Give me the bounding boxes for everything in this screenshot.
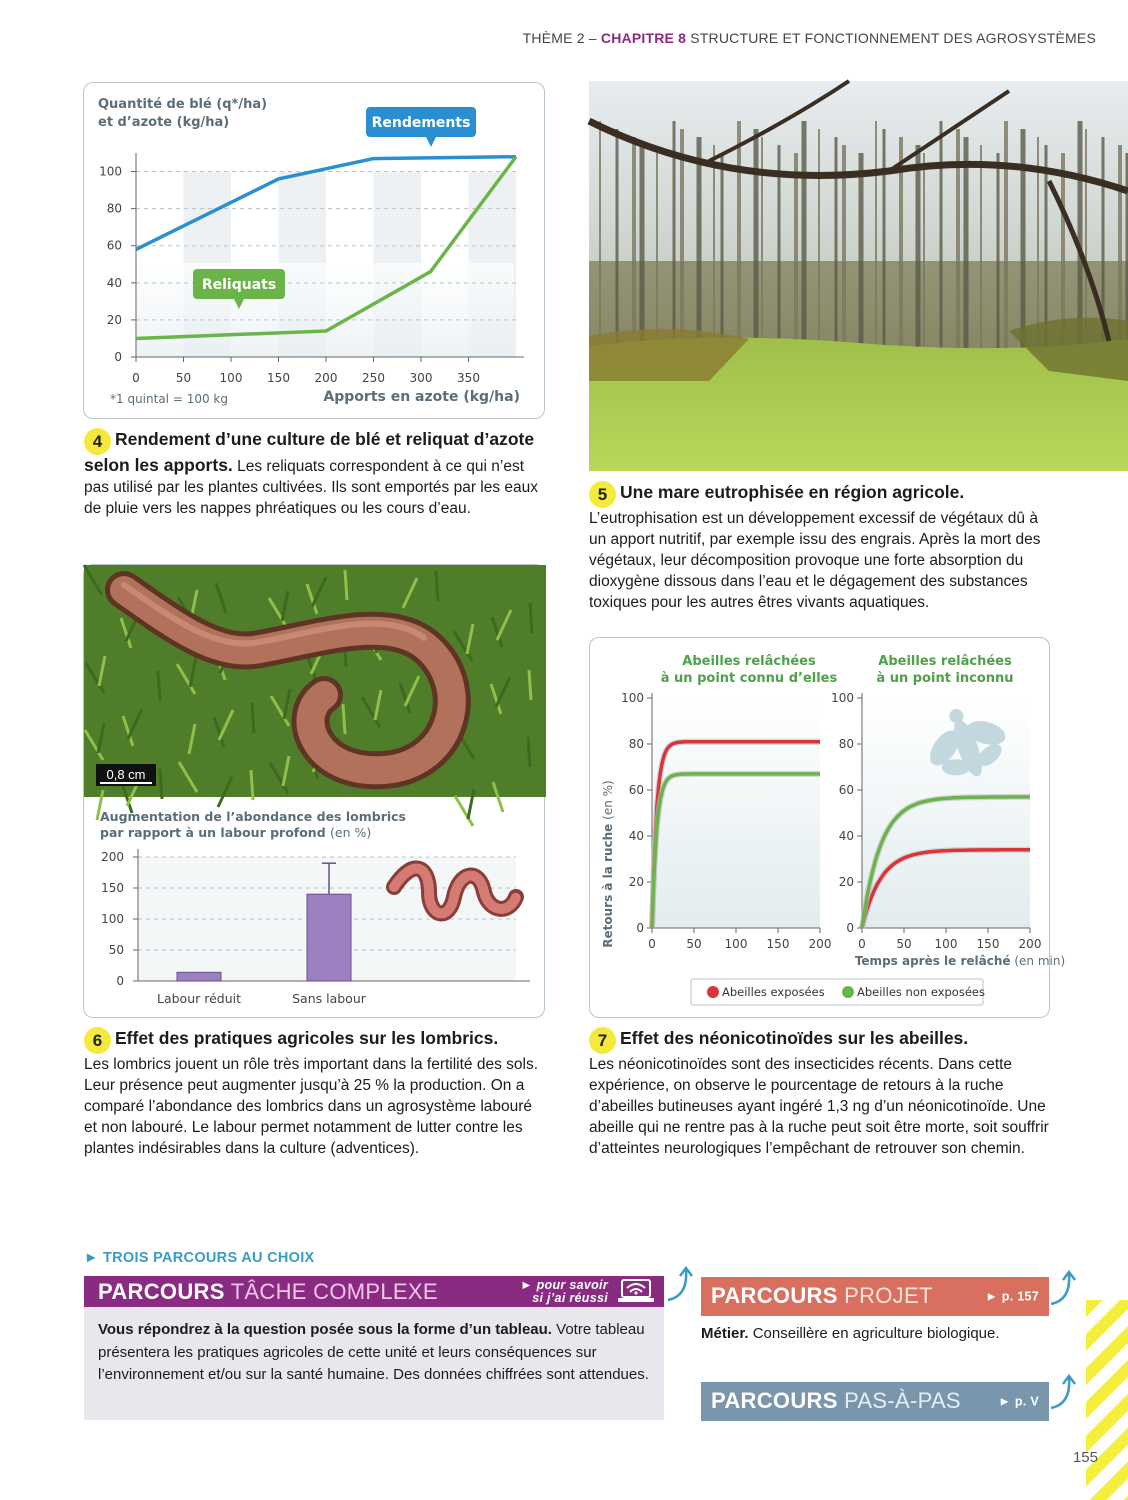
doc6-y-tick-label: 200 bbox=[101, 850, 124, 864]
parcours-tache-ref-line2: si j’ai réussi bbox=[532, 1290, 608, 1305]
parcours-pas-rest: PAS-À-PAS bbox=[844, 1388, 961, 1413]
doc4-x-tick-label: 300 bbox=[409, 371, 433, 385]
doc4-y-tick-label: 100 bbox=[99, 164, 122, 179]
parcours-heading-text: TROIS PARCOURS AU CHOIX bbox=[102, 1250, 315, 1266]
doc7-x-tick-label: 50 bbox=[896, 937, 912, 951]
metier-text: Conseillère en agriculture biologique. bbox=[752, 1325, 1000, 1342]
doc6-text: Les lombrics jouent un rôle très important dans la fertilité des sols. Leur présence peut augmenter jusqu’à 25 % la production. On a comparé l’abondance des lombrics dans un agrosystème labouré et non labouré. Le labour permet notamment de lutter contre les plantes indésirables dans la culture (adventices). bbox=[84, 1056, 539, 1157]
scale-bar-label: 0,8 cm bbox=[106, 767, 146, 782]
doc4-x-tick-label: 150 bbox=[267, 371, 290, 385]
doc7-y-tick-label: 80 bbox=[838, 737, 854, 751]
doc4-y-ticks bbox=[99, 165, 136, 364]
doc4-y-tick-label: 20 bbox=[106, 312, 122, 327]
doc7-text: Les néonicotinoïdes sont des insecticides récents. Dans cette expérience, on observe le pourcentage de retours à la ruche d’abeilles butineuses ayant ingéré 1,3 ng d’un néonicotinoïde. Une abeille qui ne rentre pas à la ruche peut soit être morte, soit souffrir d’atteintes neurologiques l’empêchant de retrouver son chemin. bbox=[589, 1056, 1049, 1157]
metier-line bbox=[701, 1325, 1000, 1342]
doc4-text: Les reliquats correspondent à ce qui n’est pas utilisé par les plantes cultivées. Ils sont emportés par les eaux de pluie vers les nappes phréatiques ou les cours d’eau. bbox=[84, 458, 539, 517]
tree-trunk bbox=[883, 129, 886, 359]
doc7-y-tick-label: 80 bbox=[628, 737, 644, 751]
parcours-projet-bold: PARCOURS bbox=[711, 1283, 838, 1308]
doc4-x-tick-label: 350 bbox=[457, 371, 480, 385]
doc7-x-tick-label: 150 bbox=[766, 937, 790, 951]
doc7-x-tick-label: 200 bbox=[808, 937, 832, 951]
header-title: STRUCTURE ET FONCTIONNEMENT DES AGROSYSTÈMES bbox=[690, 30, 1096, 46]
doc7-title: Effet des néonicotinoïdes sur les abeilles. bbox=[620, 1028, 969, 1048]
doc4-chart-panel bbox=[83, 82, 545, 419]
grass-blade bbox=[345, 570, 347, 600]
doc7-y-tick-label: 40 bbox=[628, 829, 644, 843]
parcours-projet-rest: PROJET bbox=[844, 1283, 933, 1308]
doc4-floor-gradient bbox=[136, 263, 514, 357]
doc7-y-tick-label: 0 bbox=[636, 921, 644, 935]
grass-blade bbox=[252, 703, 254, 733]
parcours-tache-ref: ► pour savoir si j’ai réussi bbox=[520, 1277, 608, 1305]
legend-unexposed-label: Abeilles non exposées bbox=[857, 985, 985, 999]
doc7-xlabel bbox=[855, 954, 1065, 968]
doc4-y-tick-label: 80 bbox=[106, 201, 122, 216]
doc4-y-tick-label: 40 bbox=[106, 275, 122, 290]
doc5-text: L’eutrophisation est un développement excessif de végétaux dû à un apport nutritif, par exemple issu des engrais. Après la mort des végétaux, leur décomposition provoque une forte absorption du dioxygène dissous dans l’eau et le dégagement des substances toxiques pour les autres êtres vivants aquatiques. bbox=[589, 510, 1041, 611]
doc4-x-tick-label: 0 bbox=[132, 371, 140, 385]
tree-trunk bbox=[842, 145, 846, 375]
doc7-chart-panel bbox=[589, 637, 1066, 1018]
doc5-caption bbox=[589, 481, 1051, 613]
tree-trunk bbox=[916, 145, 921, 375]
header-theme: THÈME 2 – bbox=[522, 30, 597, 46]
tree-trunk bbox=[754, 129, 759, 359]
doc7-caption bbox=[589, 1027, 1051, 1159]
doc6-panel bbox=[83, 564, 545, 1018]
doc4-x-tick-label: 200 bbox=[314, 371, 338, 385]
legend-exposed-label: Abeilles exposées bbox=[722, 985, 825, 999]
metier-bold: Métier. bbox=[701, 1325, 749, 1342]
parcours-projet-ref: ► p. 157 bbox=[985, 1289, 1039, 1303]
doc6-chart-title-line2-text: par rapport à un labour profond bbox=[100, 825, 326, 840]
doc7-x-tick-label: 100 bbox=[934, 937, 958, 951]
doc7-panel1-title-line1: Abeilles relâchées bbox=[682, 654, 816, 669]
doc4-reliquats-label: Reliquats bbox=[201, 277, 277, 293]
tree-trunk bbox=[964, 137, 969, 367]
grass-blade bbox=[529, 670, 531, 700]
tree-trunk bbox=[1021, 129, 1026, 359]
parcours-projet-bar[interactable] bbox=[701, 1277, 1049, 1316]
doc6-chart-unit: (en %) bbox=[330, 825, 372, 840]
doc7-panel2-title-line1: Abeilles relâchées bbox=[878, 654, 1012, 669]
doc4-x-tick-label: 250 bbox=[362, 371, 385, 385]
doc6-category-label: Sans labour bbox=[292, 991, 366, 1006]
doc4-x-tick-label: 100 bbox=[219, 371, 243, 385]
doc4-caption bbox=[84, 428, 544, 519]
grass-blade bbox=[158, 671, 160, 701]
page-number: 155 bbox=[1072, 1449, 1098, 1466]
doc7-panel1 bbox=[621, 691, 831, 951]
tree-trunk bbox=[818, 129, 820, 359]
tree-trunk bbox=[1004, 121, 1008, 351]
doc4-footnote: *1 quintal = 100 kg bbox=[110, 392, 228, 406]
doc6-y-tick-label: 100 bbox=[101, 912, 124, 926]
tree-trunk bbox=[802, 121, 807, 351]
doc6-chart-title-line2 bbox=[100, 825, 371, 840]
parcours-tache-rest: TÂCHE COMPLEXE bbox=[230, 1279, 438, 1304]
grass-blade bbox=[436, 571, 438, 601]
doc6-number-badge: 6 bbox=[84, 1027, 111, 1054]
doc6-category-label: Labour réduit bbox=[156, 991, 242, 1006]
doc4-x-tick-label: 50 bbox=[175, 371, 192, 385]
doc7-y-tick-label: 40 bbox=[838, 829, 854, 843]
doc6-bar bbox=[177, 972, 221, 981]
doc4-ylabel-line2: et d’azote (kg/ha) bbox=[98, 115, 230, 130]
tree-trunk bbox=[940, 121, 943, 351]
doc7-y-tick-label: 0 bbox=[846, 921, 854, 935]
doc6-title: Effet des pratiques agricoles sur les lombrics. bbox=[115, 1028, 499, 1048]
projet-arrow-icon bbox=[1049, 1270, 1079, 1310]
doc5-number-badge: 5 bbox=[589, 481, 616, 508]
grass-blade bbox=[343, 704, 345, 734]
tree-trunk bbox=[599, 121, 601, 351]
doc7-y-tick-label: 60 bbox=[628, 783, 644, 797]
doc6-y-tick-label: 50 bbox=[108, 943, 124, 957]
doc7-number-badge: 7 bbox=[589, 1027, 616, 1054]
doc4-ylabel-line1: Quantité de blé (q*/ha) bbox=[98, 97, 268, 112]
pas-arrow-icon bbox=[1049, 1374, 1079, 1414]
doc6-worm-photo bbox=[84, 565, 546, 797]
parcours-tache-bar[interactable] bbox=[84, 1276, 664, 1307]
tache-arrow-icon bbox=[664, 1266, 694, 1306]
doc7-ylabel bbox=[601, 780, 615, 947]
doc6-category-labels bbox=[157, 991, 367, 1006]
parcours-pas-bold: PARCOURS bbox=[711, 1388, 838, 1413]
grass-blade bbox=[251, 770, 253, 800]
doc6-chart-title-line1: Augmentation de l’abondance des lombrics bbox=[100, 809, 406, 824]
doc7-xlabel-text: Temps après le relâché bbox=[854, 954, 1011, 968]
doc4-xlabel: Apports en azote (kg/ha) bbox=[323, 389, 520, 405]
doc4-title: Rendement d’une culture de blé et reliquat d’azote selon les apports. bbox=[84, 429, 535, 475]
doc7-x-tick-label: 50 bbox=[686, 937, 702, 951]
parcours-heading: ► TROIS PARCOURS AU CHOIX bbox=[84, 1250, 315, 1266]
parcours-pas-bar[interactable] bbox=[701, 1382, 1049, 1421]
doc7-y-tick-label: 60 bbox=[838, 783, 854, 797]
pond-illustration bbox=[589, 81, 1128, 471]
doc7-chart bbox=[590, 638, 1066, 1019]
doc7-panel2-title-line2: à un point inconnu bbox=[876, 671, 1014, 686]
task-bold: Vous répondrez à la question posée sous la forme d’un tableau. bbox=[98, 1321, 552, 1338]
doc6-bar bbox=[307, 894, 351, 981]
tree-trunk bbox=[875, 121, 877, 351]
doc6-y-ticks bbox=[101, 850, 138, 988]
tree-trunk bbox=[980, 145, 982, 375]
tree-trunk bbox=[737, 121, 741, 351]
laptop-wifi-icon bbox=[618, 1278, 654, 1304]
doc7-ylabel-text: Retours à la ruche bbox=[601, 823, 615, 948]
doc7-y-tick-label: 100 bbox=[831, 691, 854, 705]
doc7-x-tick-label: 0 bbox=[648, 937, 656, 951]
doc7-y-tick-label: 20 bbox=[838, 875, 854, 889]
header-chapter: CHAPITRE 8 bbox=[600, 30, 687, 46]
doc4-y-tick-label: 0 bbox=[114, 350, 122, 364]
tree-trunk bbox=[835, 137, 838, 367]
doc4-y-tick-label: 60 bbox=[106, 238, 122, 253]
running-header bbox=[523, 30, 1096, 46]
tree-trunk bbox=[1078, 121, 1083, 351]
parcours-tache-task bbox=[84, 1307, 664, 1420]
doc7-x-tick-label: 200 bbox=[1018, 937, 1042, 951]
doc4-number-badge: 4 bbox=[84, 428, 111, 455]
doc7-plot-bg bbox=[652, 698, 820, 928]
doc4-chart bbox=[84, 83, 546, 420]
legend-unexposed-dot bbox=[842, 986, 854, 998]
doc5-title: Une mare eutrophisée en région agricole. bbox=[620, 482, 965, 502]
grass-blade bbox=[530, 603, 532, 633]
doc7-x-tick-label: 150 bbox=[976, 937, 1000, 951]
doc7-ylabel-unit: (en %) bbox=[601, 780, 615, 820]
yellow-stripes-decoration bbox=[1086, 1300, 1128, 1500]
doc4-rendements-label: Rendements bbox=[371, 115, 471, 131]
doc6-y-tick-label: 150 bbox=[101, 881, 124, 895]
doc6-y-tick-label: 0 bbox=[116, 974, 124, 988]
parcours-tache-ref-line1: pour savoir bbox=[536, 1277, 608, 1292]
tree-trunk bbox=[680, 129, 684, 359]
doc6-caption bbox=[84, 1027, 546, 1159]
parcours-tache-bold: PARCOURS bbox=[98, 1279, 225, 1304]
task-text: Votre tableau présentera les pratiques agricoles de cette unité et leurs conséquences sur l’environnement et/ou sur la santé humaine. Des données chiffrées sont attendues. bbox=[98, 1321, 649, 1383]
grass-blade bbox=[160, 769, 162, 799]
doc6-bar-chart bbox=[84, 797, 546, 1019]
doc7-y-tick-label: 100 bbox=[621, 691, 644, 705]
grass-blade bbox=[528, 737, 530, 767]
doc7-panel1-title-line2: à un point connu d’elles bbox=[660, 671, 838, 686]
doc7-x-tick-label: 100 bbox=[724, 937, 748, 951]
doc7-panel2 bbox=[831, 691, 1041, 951]
doc4-x-ticks bbox=[132, 357, 480, 385]
doc4-rendements-tag-pointer bbox=[426, 137, 436, 147]
legend-exposed-dot bbox=[707, 986, 719, 998]
parcours-pas-ref: ► p. V bbox=[998, 1394, 1039, 1408]
doc7-x-tick-label: 0 bbox=[858, 937, 866, 951]
tree-trunk bbox=[616, 129, 619, 359]
doc5-pond-photo bbox=[589, 81, 1128, 471]
doc7-xlabel-unit: (en min) bbox=[1014, 954, 1066, 968]
doc7-y-tick-label: 20 bbox=[628, 875, 644, 889]
